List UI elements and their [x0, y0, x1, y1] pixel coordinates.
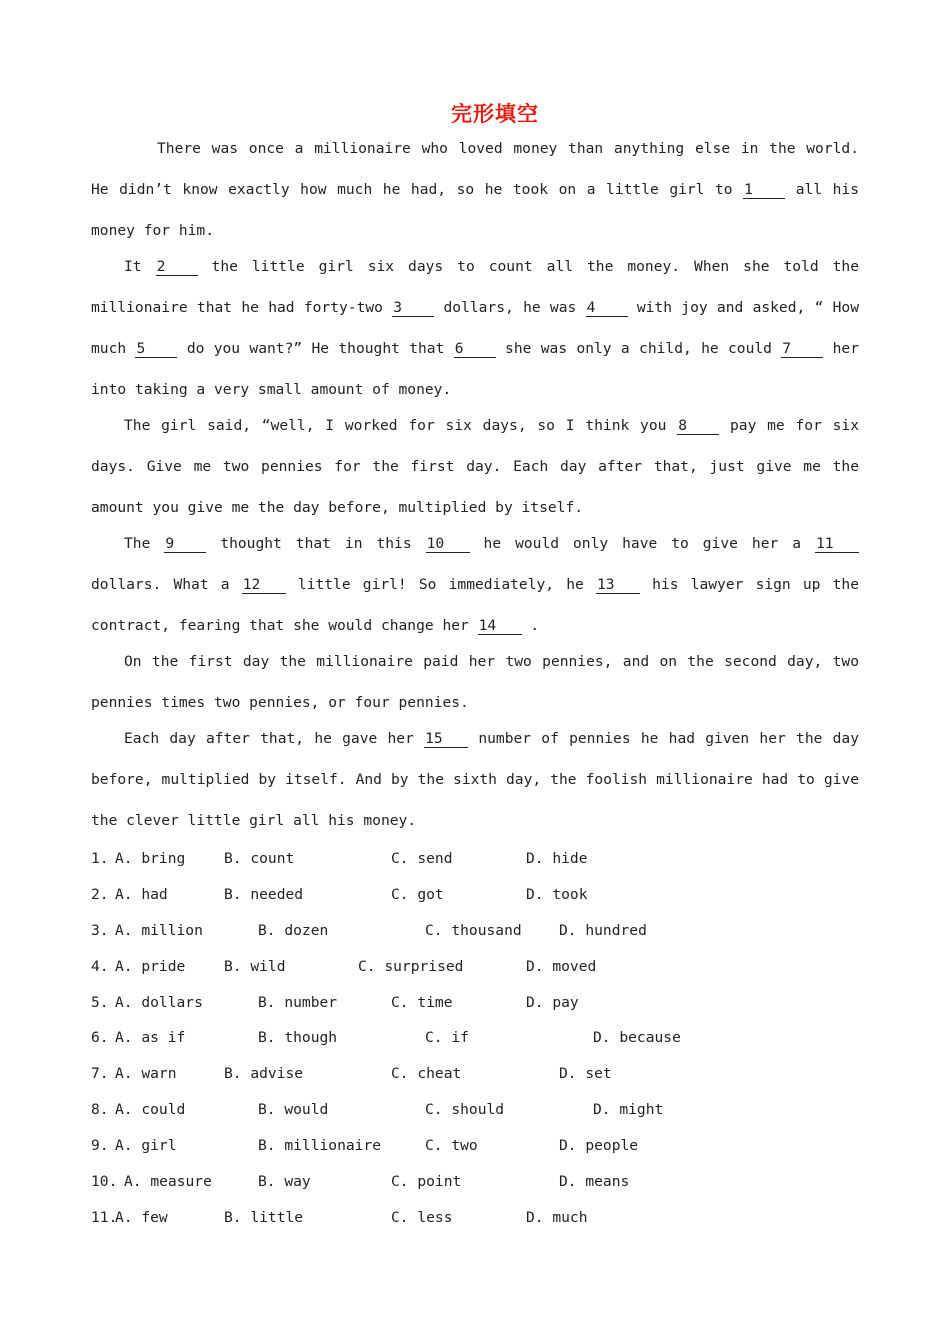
option-d: D. moved [526, 957, 597, 975]
passage-text: she was only a child, he could [495, 340, 782, 357]
passage-text: all his money for him. [91, 181, 859, 239]
blank-2: 2 [156, 258, 198, 276]
passage-text: thought that in this [206, 535, 426, 552]
question-number: 8. [91, 1101, 109, 1119]
option-d: D. took [526, 885, 588, 903]
cloze-passage [91, 128, 859, 836]
question-number: 2. [91, 885, 109, 903]
option-d: D. means [559, 1173, 630, 1191]
option-d: D. pay [526, 993, 579, 1011]
question-number: 5. [91, 993, 109, 1011]
option-b: B. dozen [258, 921, 329, 939]
blank-10: 10 [426, 535, 470, 553]
question-number: 9. [91, 1137, 109, 1155]
passage-paragraph [91, 718, 859, 841]
option-b: B. wild [224, 957, 286, 975]
passage-text: The girl said, “well, I worked for six days, so I think you [124, 417, 678, 434]
option-a: A. warn [115, 1065, 177, 1083]
option-a: A. could [115, 1101, 186, 1119]
passage-text: It [124, 258, 156, 275]
blank-12: 12 [242, 576, 286, 594]
answer-options [91, 846, 871, 1241]
option-a: A. girl [115, 1137, 177, 1155]
passage-text: his lawyer sign up the contract, fearing that she would change her [91, 576, 859, 634]
question-number: 4. [91, 957, 109, 975]
passage-text: he would only have to give her a [469, 535, 815, 552]
question-row [91, 1133, 871, 1169]
passage-text: Each day after that, he gave her [124, 730, 425, 747]
passage-text: pay me for six days. Give me two pennies for the first day. Each day after that, just give me the amount you give me the day before, multiplied by itself. [91, 417, 860, 516]
passage-text: her into taking a very small amount of money. [91, 340, 859, 398]
passage-paragraph [91, 523, 859, 646]
question-number: 7. [91, 1065, 109, 1083]
option-b: B. would [258, 1101, 329, 1119]
blank-5: 5 [135, 340, 177, 358]
option-a: A. dollars [115, 993, 203, 1011]
question-number: 3. [91, 921, 109, 939]
option-d: D. set [559, 1065, 612, 1083]
option-b: B. millionaire [258, 1137, 382, 1155]
blank-15: 15 [424, 730, 468, 748]
option-c: C. send [391, 850, 453, 867]
question-row [91, 1205, 871, 1241]
option-c: C. thousand [425, 921, 522, 939]
option-c: C. got [391, 885, 444, 903]
option-d: D. people [559, 1137, 639, 1155]
option-b: B. advise [224, 1065, 304, 1083]
option-a: A. pride [115, 957, 186, 975]
blank-14: 14 [478, 617, 522, 635]
option-d: D. might [593, 1101, 664, 1119]
page-title: 完形填空 [451, 102, 539, 126]
option-c: C. cheat [391, 1065, 462, 1083]
passage-text: number of pennies he had given her the day before, multiplied by itself. And by the sixth day, the foolish millionaire had to give the clever little girl all his money. [91, 730, 859, 829]
question-number: 11. [91, 1208, 118, 1226]
passage-paragraph [91, 641, 859, 723]
option-d: D. hundred [559, 921, 647, 939]
option-d: D. hide [526, 850, 588, 867]
option-c: C. surprised [358, 957, 464, 975]
option-b: B. little [224, 1208, 304, 1226]
option-c: C. two [425, 1137, 478, 1155]
question-row [91, 1025, 871, 1061]
passage-text: There was once a millionaire who loved money than anything else in the world. He didn’t know exactly how much he had, so he took on a little girl to [91, 140, 859, 198]
option-c: C. time [391, 993, 453, 1011]
question-row [91, 846, 871, 882]
option-a: A. few [115, 1208, 168, 1226]
question-row [91, 1061, 871, 1097]
passage-text: dollars. What a [91, 576, 242, 593]
blank-8: 8 [677, 417, 719, 435]
passage-text: dollars, he was [434, 299, 586, 316]
option-b: B. way [258, 1173, 311, 1191]
passage-text: the little girl six days to count all the money. When she told the millionaire that he had forty-two [91, 258, 859, 316]
option-d: D. because [593, 1029, 681, 1047]
option-a: A. bring [115, 850, 186, 867]
option-b: B. number [258, 993, 338, 1011]
blank-3: 3 [392, 299, 434, 317]
question-number: 6. [91, 1029, 109, 1047]
blank-11: 11 [815, 535, 859, 553]
option-c: C. point [391, 1173, 462, 1191]
passage-paragraph [91, 246, 859, 410]
option-c: C. if [425, 1029, 469, 1047]
blank-7: 7 [781, 340, 823, 358]
question-row [91, 1169, 871, 1205]
blank-13: 13 [596, 576, 640, 594]
option-b: B. though [258, 1029, 338, 1047]
option-b: B. needed [224, 885, 304, 903]
passage-text: . [521, 617, 540, 634]
blank-9: 9 [164, 535, 206, 553]
blank-6: 6 [454, 340, 496, 358]
question-number: 10. [91, 1173, 118, 1191]
blank-1: 1 [743, 181, 785, 199]
option-c: C. less [391, 1208, 453, 1226]
option-c: C. should [425, 1101, 505, 1119]
passage-text: with joy and asked, “ How much [91, 299, 859, 357]
blank-4: 4 [586, 299, 628, 317]
passage-text: The [124, 535, 165, 552]
option-a: A. as if [115, 1029, 186, 1047]
question-number: 1. [91, 850, 109, 867]
option-d: D. much [526, 1208, 588, 1226]
option-b: B. count [224, 850, 295, 867]
option-a: A. had [115, 885, 168, 903]
passage-text: do you want?” He thought that [177, 340, 454, 357]
question-row [91, 954, 871, 990]
option-a: A. measure [124, 1173, 212, 1191]
question-row [91, 918, 871, 954]
passage-text: little girl! So immediately, he [285, 576, 596, 593]
question-row [91, 882, 871, 918]
question-row [91, 1097, 871, 1133]
passage-paragraph [91, 405, 859, 528]
question-row [91, 990, 871, 1026]
option-a: A. million [115, 921, 203, 939]
passage-text: On the first day the millionaire paid her two pennies, and on the second day, two pennies times two pennies, or four pennies. [91, 653, 859, 711]
passage-paragraph [91, 128, 859, 251]
